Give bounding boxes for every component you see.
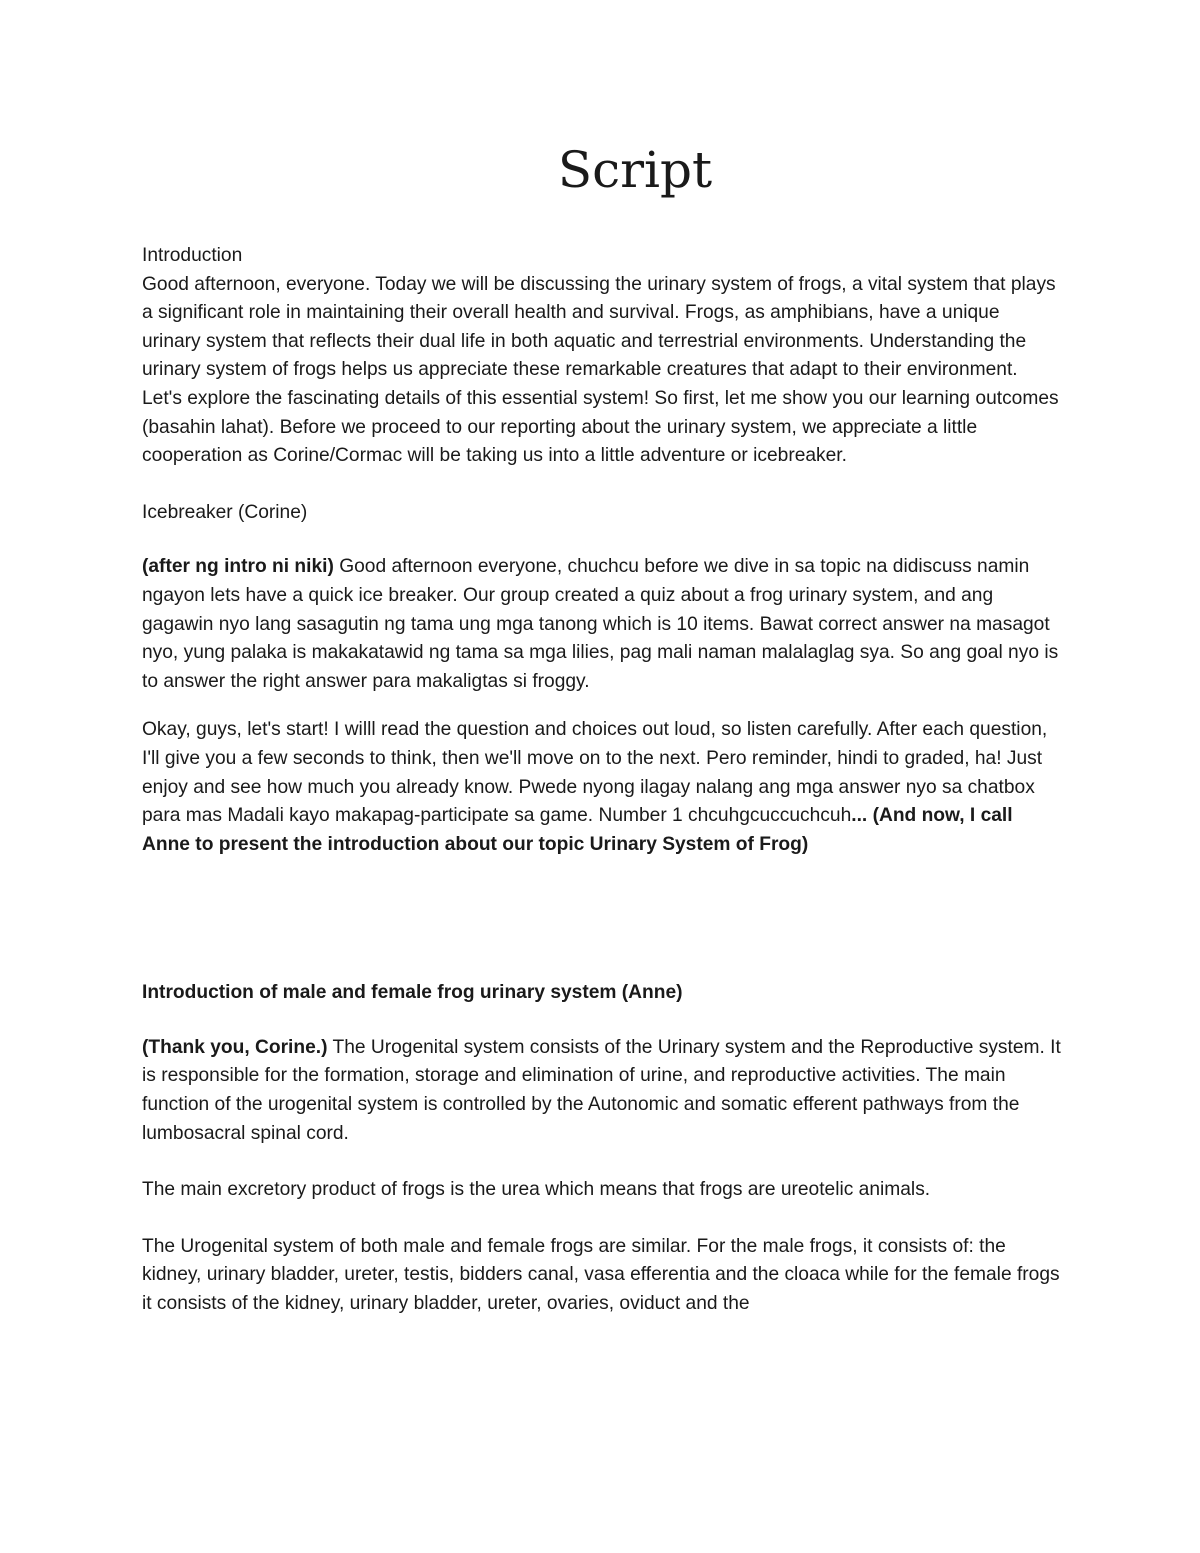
intro-heading: Introduction [142,245,243,266]
icebreaker-lead: (after ng intro ni niki) [142,556,334,578]
urogenital-paragraph: The Urogenital system of both male and female frogs are similar. For the male frogs, it consists of: the kidney, urinary bladder, ureter, testis, bidders canal, vasa efferentia and the cloaca while for the female frogs it consists of the kidney, urinary bladder, ureter, ovaries, oviduct and the [142,1235,1060,1315]
icebreaker-heading: Icebreaker (Corine) [142,501,308,523]
section2-text: The Urogenital system consists of the Urinary system and the Reproductive system. It is responsible for the formation, storage and elimination of urine, and reproductive activities. The main function of the urogenital system is controlled by the Autonomic and somatic efferent pathways from the lumbosacral spinal cord. [142,1036,1061,1144]
start-paragraph [142,716,1062,859]
document-title: Script [557,141,713,199]
section2-heading-text: Introduction of male and female frog urinary system (Anne) [142,982,683,1004]
section2-paragraph [142,1034,1062,1148]
start-bold-tail: ... (And now, I call Anne to present the introduction about our topic Urinary System of Frog) [142,805,1013,855]
icebreaker-paragraph [142,553,1062,696]
start-text: Okay, guys, let's start! I willl read the question and choices out loud, so listen carefully. After each question, I'll give you a few seconds to think, then we'll move on to the next. Pero reminder, hindi to graded, ha! Just enjoy and see how much you already know. Pwede nyong ilagay nalang ang mga answer nyo sa chatbox para mas Madali kayo makapag-participate sa game. Number 1 chcuhgcuccuchcuh [142,719,1048,827]
section2-lead: (Thank you, Corine.) [142,1036,328,1058]
excretory-paragraph: The main excretory product of frogs is the urea which means that frogs are ureotelic animals. [142,1179,931,1201]
section2-heading [142,979,1062,1008]
icebreaker-text: Good afternoon everyone, chuchcu before we dive in sa topic na didiscuss namin ngayon lets have a quick ice breaker. Our group created a quiz about a frog urinary system, and ang gagawin nyo lang sasagutin ng tama ung mga tanong which is 10 items. Bawat correct answer na masagot nyo, yung palaka is makakatawid ng tama sa mga lilies, pag mali naman malalaglag sya. So ang goal nyo is to answer the right answer para makaligtas si froggy. [142,556,1059,692]
document-body [142,242,1062,1319]
intro-paragraph: Good afternoon, everyone. Today we will be discussing the urinary system of frogs, a vital system that plays a significant role in maintaining their overall health and survival. Frogs, as amphibians, have a unique urinary system that reflects their dual life in both aquatic and terrestrial environments. Understanding the urinary system of frogs helps us appreciate these remarkable creatures that adapt to their environment. Let's explore the fascinating details of this essential system! So first, let me show you our learning outcomes (basahin lahat). Before we proceed to our reporting about the urinary system, we appreciate a little cooperation as Corine/Cormac will be taking us into a little adventure or icebreaker. [142,273,1059,467]
